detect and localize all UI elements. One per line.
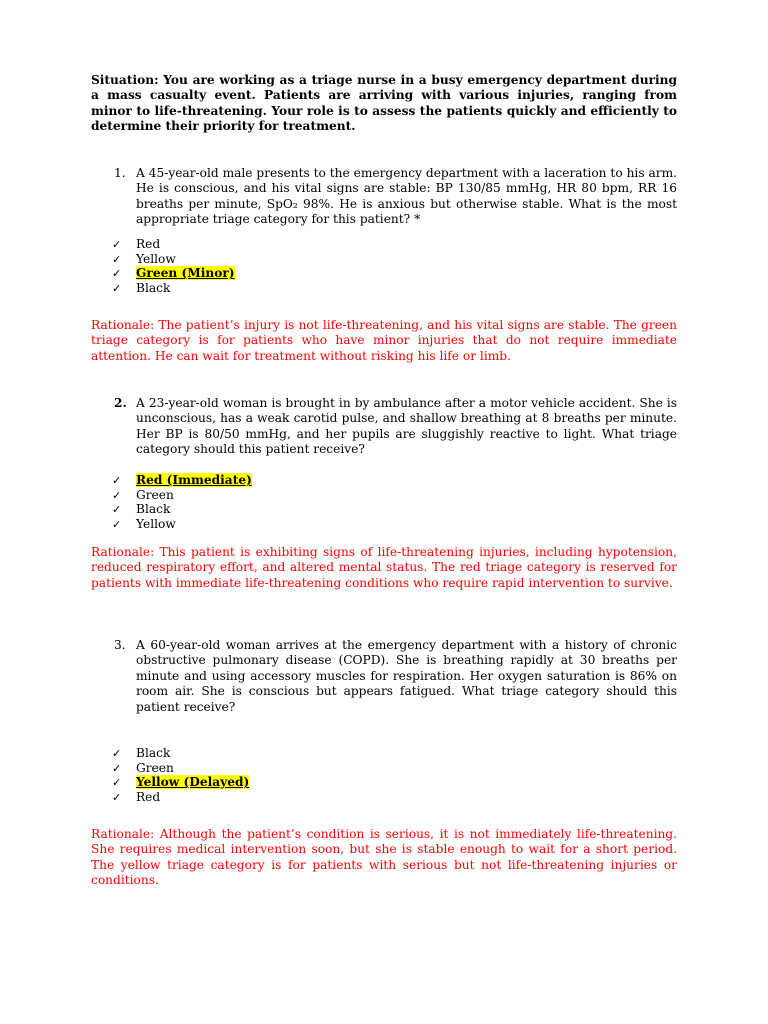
check-mark-icon: ✓ bbox=[112, 474, 122, 487]
option: ✓ Red bbox=[112, 237, 161, 251]
situation-paragraph: Situation: You are working as a triage nurse in a busy emergency department during a mass casualty event. Patients are arriving with various injuries, ranging from minor to life-threatening. Your role is to assess the patients quickly and efficiently to determine their priority for treatment. bbox=[91, 73, 677, 134]
correct-option: ✓ Yellow (Delayed) bbox=[112, 775, 250, 790]
option: ✓ Black bbox=[112, 746, 171, 760]
option: ✓ Yellow bbox=[112, 251, 176, 266]
option: ✓ Green bbox=[112, 487, 174, 502]
check-mark-icon: ✓ bbox=[112, 503, 122, 517]
question-text: A 45-year-old male presents to the emergency department with a laceration to his arm. He is conscious, and his vital signs are stable: BP 130/85 mmHg, HR 80 bpm, RR 16 breaths per minute, SpO₂ 98%. He is anxious but otherwise stable. What is the most appropriate triage category for this patient? * bbox=[136, 166, 677, 227]
check-mark-icon: ✓ bbox=[112, 252, 122, 266]
option: ✓ Red bbox=[112, 789, 161, 804]
question-text: A 23-year-old woman is brought in by ambulance after a motor vehicle accident. She is unconscious, has a weak carotid pulse, and shallow breathing at 8 breaths per minute. Her BP is 80/50 mmHg, and her pupils are sluggishly reactive to light. What triage category should this patient receive? bbox=[136, 396, 677, 457]
question-3 bbox=[91, 638, 677, 715]
question-2 bbox=[91, 396, 677, 458]
option: ✓ Black bbox=[112, 280, 171, 295]
correct-option: ✓ Green (Minor) bbox=[112, 266, 235, 281]
question-number: 1. bbox=[114, 166, 126, 180]
check-mark-icon: ✓ bbox=[112, 281, 122, 295]
check-mark-icon: ✓ bbox=[112, 267, 122, 281]
option: ✓ Yellow bbox=[112, 516, 176, 531]
question-1 bbox=[91, 166, 677, 228]
check-mark-icon: ✓ bbox=[112, 517, 122, 531]
check-mark-icon: ✓ bbox=[112, 761, 122, 775]
rationale-3: Rationale: Although the patient’s condition is serious, it is not immediately life-threatening. She requires medical intervention soon, but she is stable enough to wait for a short period. The yellow triage category is for patients with serious but not life-threatening injuries or conditions. bbox=[91, 827, 677, 888]
options-list-1 bbox=[112, 237, 512, 295]
options-list-3 bbox=[112, 746, 512, 804]
check-mark-icon: ✓ bbox=[112, 488, 122, 502]
question-number: 2. bbox=[114, 396, 127, 410]
check-mark-icon: ✓ bbox=[112, 238, 122, 251]
check-mark-icon: ✓ bbox=[112, 790, 122, 804]
option: ✓ Green bbox=[112, 760, 174, 775]
check-mark-icon: ✓ bbox=[112, 776, 122, 790]
check-mark-icon: ✓ bbox=[112, 747, 122, 760]
rationale-2: Rationale: This patient is exhibiting signs of life-threatening injuries, including hypotension, reduced respiratory effort, and altered mental status. The red triage category is reserved for patients with immediate life-threatening conditions who require rapid intervention to survive. bbox=[91, 545, 677, 590]
question-number: 3. bbox=[114, 638, 126, 652]
options-list-2 bbox=[112, 473, 512, 531]
option: ✓ Black bbox=[112, 502, 171, 517]
question-text: A 60-year-old woman arrives at the emergency department with a history of chronic obstructive pulmonary disease (COPD). She is breathing rapidly at 30 breaths per minute and using accessory muscles for respiration. Her oxygen saturation is 86% on room air. She is conscious but appears fatigued. What triage category should this patient receive? bbox=[136, 638, 677, 714]
correct-option: ✓ Red (Immediate) bbox=[112, 473, 252, 487]
rationale-1: Rationale: The patient’s injury is not life-threatening, and his vital signs are stable. The green triage category is for patients who have minor injuries that do not require immediate attention. He can wait for treatment without risking his life or limb. bbox=[91, 318, 677, 363]
